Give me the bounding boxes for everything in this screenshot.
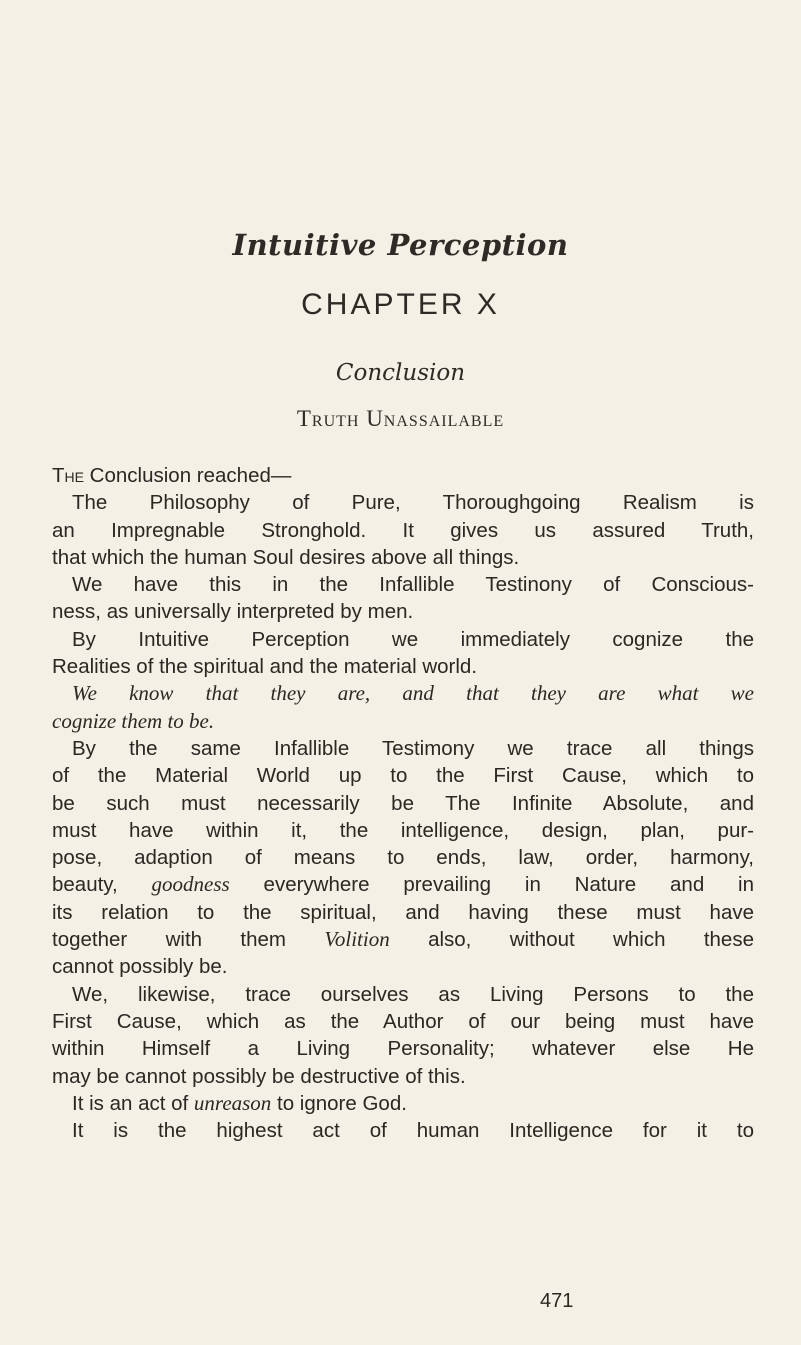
text-line: It is the highest act of human Intelligence for it to — [72, 1119, 754, 1143]
italic-span: Volition — [324, 927, 390, 952]
text-line: may be cannot possibly be destructive of this. — [52, 1064, 466, 1088]
text-line: By Intuitive Perception we immediately cognize the — [72, 627, 754, 651]
text-line: must have within it, the intelligence, design, plan, pur- — [52, 818, 754, 842]
text-line-italic: cognize them to be. — [52, 708, 215, 733]
text-span: Conclusion reached— — [83, 464, 292, 487]
text-line — [52, 462, 754, 489]
body-text — [52, 462, 754, 1144]
text-line: its relation to the spiritual, and having these must have — [52, 900, 754, 924]
text-span: to ignore God. — [271, 1091, 407, 1115]
text-line: within Himself a Living Personality; whatever else He — [52, 1037, 754, 1061]
text-line: an Impregnable Stronghold. It gives us assured Truth, — [52, 518, 754, 542]
page-number: 471 — [540, 1290, 574, 1312]
text-line: be such must necessarily be The Infinite Absolute, and — [52, 791, 754, 815]
text-line: Realities of the spiritual and the material world. — [52, 655, 478, 679]
text-span: It is an act of — [72, 1091, 194, 1115]
text-line: By the same Infallible Testimony we trace all things — [72, 736, 754, 760]
chapter-title: Conclusion — [335, 360, 466, 386]
text-line: ness, as universally interpreted by men. — [52, 600, 414, 624]
text-line — [52, 871, 754, 898]
text-line-italic: We know that they are, and that they are what we — [72, 681, 754, 706]
italic-span: unreason — [193, 1090, 272, 1115]
text-line: We, likewise, trace ourselves as Living Persons to the — [72, 982, 754, 1006]
text-line: First Cause, which as the Author of our being must have — [52, 1009, 754, 1033]
text-line — [52, 1090, 754, 1117]
text-span: also, without which these — [389, 928, 754, 952]
text-line: We have this in the Infallible Testinony of Conscious- — [72, 573, 754, 597]
text-line — [52, 926, 754, 953]
text-line: The Philosophy of Pure, Thoroughgoing Realism is — [72, 491, 754, 515]
lead-word: The — [52, 464, 84, 487]
chapter-heading: CHAPTER X — [301, 288, 500, 321]
italic-span: goodness — [151, 872, 230, 897]
section-subtitle: Truth Unassailable — [296, 406, 505, 431]
text-span: beauty, — [52, 873, 152, 897]
text-span: everywhere prevailing in Nature and in — [229, 873, 754, 897]
text-span: together with them — [52, 928, 325, 952]
text-line: that which the human Soul desires above all things. — [52, 545, 520, 569]
running-head: Intuitive Perception — [232, 228, 569, 262]
text-line: of the Material World up to the First Cause, which to — [52, 764, 754, 788]
text-line: cannot possibly be. — [52, 955, 228, 979]
text-line: pose, adaption of means to ends, law, order, harmony, — [52, 846, 754, 870]
